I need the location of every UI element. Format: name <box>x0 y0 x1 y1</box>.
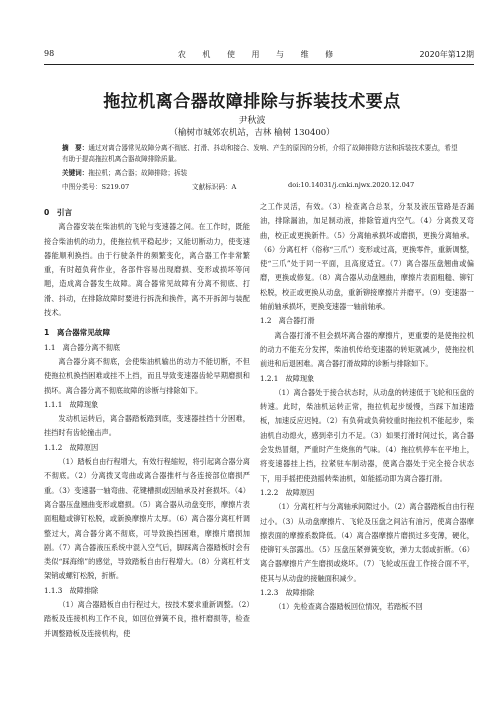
doi: doi:10.14031/j.cnki.njwx.2020.12.047 <box>288 181 415 189</box>
paragraph: 离合器分离不彻底，会使柴油机输出的动力不能切断，不但使拖拉机换挡困难或挂不上挡，而且导致变速器齿轮早期磨损和损坏。离合器分离不彻底故障的诊断与排除如下。 <box>44 356 250 395</box>
author-name: 尹秋波 <box>238 116 266 126</box>
paragraph: （1）先检查离合器踏板回位情况，若踏板不回 <box>274 602 423 612</box>
subsection-heading: 1.2.2 故障原因 <box>260 487 315 497</box>
keywords <box>62 168 458 179</box>
subsection-heading: 1.2.1 故障现象 <box>260 373 315 383</box>
paragraph: （1）离合器处于接合状态时，从动盘的转速低于飞轮和压盘的转速。此时，柴油机运转正常，拖拉机起步缓慢，当踩下加速踏板，加速反应迟钝。（2）有负荷或负荷较重时拖拉机不能起步，柴油机自动熄火，感到牵引力不足。（3）如果打滑时间过长，离合器会发热冒烟，严重时产生烧焦的气味。（4）拖拉机停车在平地上，将变速器挂上挡，拉紧驻车制动器，使离合器处于完全接合状态下，用手摇把使劲摇转柴油机，如能摇动即为离合器打滑。 <box>260 387 474 483</box>
paragraph: 离合器安装在柴油机的飞轮与变速器之间。在工作时，既能接合柴油机的动力，使拖拉机平稳起步；又能切断动力，使变速器能顺利换挡。由于行驶条件的频繁变化，离合器工作非常繁重，有时超负荷作业，各部件容易出现磨损、变形或损坏等问题，造成离合器发生故障。离合器常见故障有分离不彻底、打滑、抖动，在排除故障时要进行拆洗和换件，离不开拆卸与装配技术。 <box>44 222 250 318</box>
subsection-heading: 1.1.1 故障现象 <box>44 399 99 409</box>
section-heading: 0 引言 <box>44 208 73 217</box>
paper-title: 拖拉机离合器故障排除与拆装技术要点 <box>103 92 401 112</box>
abstract-label: 摘 要： <box>62 144 89 152</box>
paragraph: 离合器打滑不但会损坏离合器的摩擦片，更重要的是使拖拉机的动力不能充分发挥，柴油机传给变速器的转矩就减少，使拖拉机前进和后退困难。离合器打滑故障的诊断与排除如下。 <box>260 330 474 369</box>
subsection-heading: 1.1.2 故障原因 <box>44 442 99 452</box>
page-number: 98 <box>44 49 55 58</box>
keywords-text: 拖拉机；离合器；故障排除；拆装 <box>88 169 188 177</box>
clc-number: 中图分类号：S219.07 <box>62 183 130 191</box>
paragraph: （1）踏板自由行程增大，有效行程缩短，将引起离合器分离不彻底。（2）分离拨叉弯曲或离合器推杆与各连接部位磨损严重。（3）变速器一轴弯曲、花键槽损或因轴承及衬套损坏。（4）离合器压盘翘曲变形或磨损。（5）离合器从动盘变形，摩擦片表面粗糙或铆钉松脱，或新换摩擦片太厚。（6）离合器分离杠杆调整过大，离合器分离不彻底，可导致换挡困难，摩擦片磨损加剧。（7）离合器液压系统中混入空气后，脚踩离合器踏板时会有类似“踩海绵”的感觉，导致踏板自由行程增大。（8）分离杠杆支架销或螺钉松脱，折断。 <box>44 457 250 581</box>
subsection-heading: 1.2.3 故障排除 <box>260 588 315 598</box>
article-meta <box>62 181 458 191</box>
running-header <box>44 49 474 63</box>
keywords-label: 关键词： <box>62 169 89 177</box>
document-code: 文献标识码：A <box>192 183 237 191</box>
right-column <box>260 200 474 615</box>
subsection-heading: 1.1.3 故障排除 <box>44 585 99 595</box>
paragraph-continued: 之工作灵活，有效。（3）检查离合总泵，分泵及液压管路是否漏油，排除漏油，加足制动液，排除管道内空气。（4）分离拨叉弯曲，校正或更换新件。（5）分离轴承损坏或磨损，更换分离轴承。（6）分离杠杆（俗称“三爪”）变形或过高，更换零件，重新调整，使“三爪”处于同一平面，且高度适宜。（7）离合器压盘翘曲或偏磨，更换或修复。（8）离合器从动盘翘曲，摩擦片表面粗糙、铆钉松脱，校正或更换从动盘，重新铆接摩擦片并磨平。（9）变速器一轴前轴承损坏，更换变速器一轴前轴承。 <box>260 202 474 312</box>
left-column <box>44 200 250 641</box>
paragraph: （1）分离杠杆与分离轴承间隙过小。（2）离合器踏板自由行程过小。（3）从动盘摩擦片、飞轮及压盘之间沾有油污，使离合器摩擦表面的摩擦系数降低。（4）离合器摩擦片磨损过多变薄，硬化，使铆钉头部露出。（5）压盘压紧弹簧变软，弹力太弱或折断。（6）离合器摩擦片产生磨损或烧坏。（7）飞轮或压盘工作接合面不平，使其与从动盘的接触面积减少。 <box>260 502 475 583</box>
section-heading: 1 离合器常见故障 <box>44 328 111 338</box>
subsection-heading: 1.1 离合器分离不彻底 <box>44 342 121 352</box>
paragraph: （1）离合器踏板自由行程过大，按技术要求重新调整。（2）踏板及连接机构工作不良，如回位弹簧不良，推杆磨损等，检查并调整踏板及连接机构，使 <box>44 600 250 638</box>
issue-label: 2020年第12期 <box>419 50 474 59</box>
abstract-text: 通过对离合器常见故障分离不彻底、打滑、抖动和接合、发响、产生的原因的分析，介绍了故障排除方法和拆装技术要点，希望有助于提高拖拉机离合器故障排除质量。 <box>62 144 458 163</box>
paragraph: 发动机运转后，离合器踏板踏到底，变速器挂挡十分困难，挂挡时有齿轮撞击声。 <box>44 414 250 438</box>
header-rule <box>44 64 474 65</box>
journal-name: 农 机 使 用 与 维 修 <box>177 50 341 59</box>
affiliation: （榆树市城郊农机站，吉林 榆树 130400） <box>169 128 335 138</box>
abstract <box>62 143 458 165</box>
subsection-heading: 1.2 离合器打滑 <box>260 316 315 326</box>
